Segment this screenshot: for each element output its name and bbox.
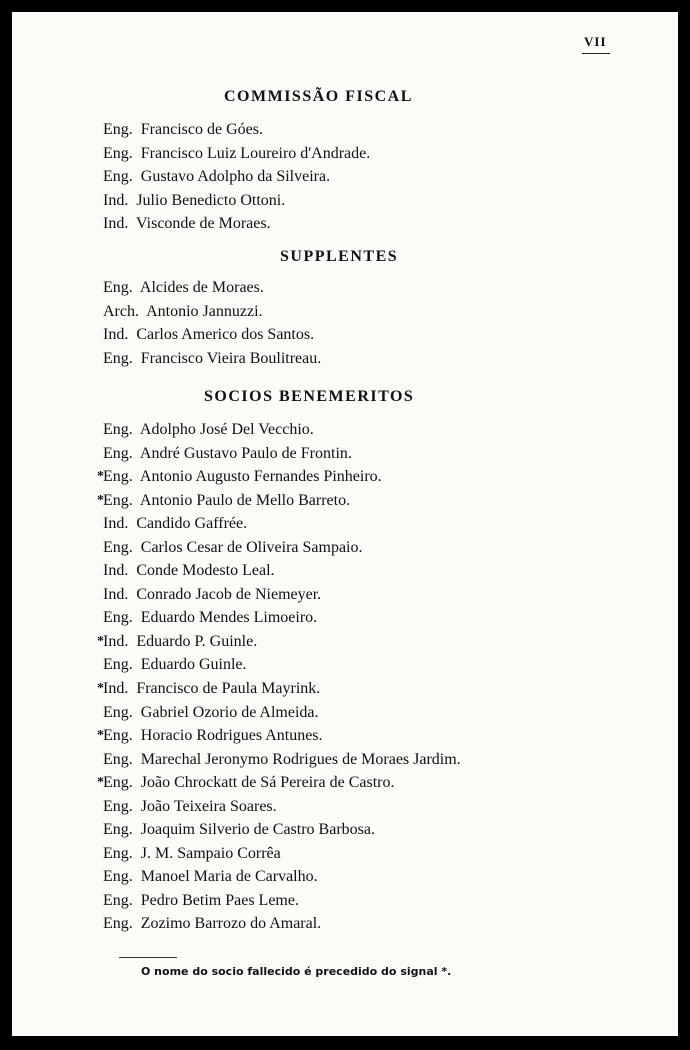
member-title: Eng. [103, 121, 133, 138]
member-entry [103, 418, 461, 442]
document-page [12, 12, 678, 1036]
member-name: Zozimo Barrozo do Amaral. [140, 915, 322, 933]
page-number: VII [584, 34, 607, 49]
member-entry [103, 323, 321, 347]
member-name: Antonio Paulo de Mello Barreto. [139, 491, 351, 509]
member-name: Eduardo Guinle. [140, 656, 247, 674]
member-entry [103, 189, 370, 213]
page-number-rule [582, 53, 610, 54]
member-title: Arch. [103, 302, 139, 320]
member-entry [103, 748, 461, 772]
member-title: Eng. [103, 349, 133, 367]
member-entry [103, 300, 321, 324]
member-title: Ind. [103, 562, 129, 580]
member-name: Antonio Jannuzzi. [146, 302, 263, 320]
member-name: Gabriel Ozorio de Almeida. [140, 703, 319, 721]
member-entry [97, 677, 461, 701]
socios-benemeritos-list [97, 418, 461, 936]
member-name: Manoel Maria de Carvalho. [140, 868, 318, 886]
member-title: Ind. [103, 585, 129, 603]
member-name: Carlos Americo dos Santos. [136, 326, 315, 343]
member-title: Ind. [103, 680, 129, 698]
member-entry [97, 465, 461, 489]
member-title: Ind. [103, 191, 129, 209]
member-title: Eng. [103, 144, 133, 162]
member-entry [103, 118, 370, 142]
member-title: Eng. [103, 844, 133, 862]
member-name: Carlos Cesar de Oliveira Sampaio. [140, 538, 363, 556]
member-entry [103, 795, 461, 819]
member-entry [103, 442, 461, 466]
member-title: Eng. [103, 168, 133, 186]
member-title: Eng. [103, 821, 133, 839]
member-title: Eng. [103, 703, 133, 721]
member-title: Ind. [103, 515, 129, 533]
member-entry [103, 512, 461, 536]
member-name: Francisco de Góes. [140, 121, 263, 138]
member-name: Marechal Jeronymo Rodrigues de Moraes Jardim. [140, 750, 461, 768]
member-title: Eng. [103, 538, 133, 556]
deceased-mark: * [97, 728, 104, 744]
member-entry [97, 489, 461, 513]
member-title: Eng. [103, 774, 133, 792]
member-entry [103, 165, 370, 189]
member-name: Visconde de Moraes. [136, 215, 271, 233]
member-name: Julio Benedicto Ottoni. [136, 191, 286, 209]
footnote: O nome do socio fallecido é precedido do signal *. [141, 965, 452, 978]
deceased-mark: * [97, 775, 104, 791]
member-entry [103, 212, 370, 236]
member-title: Eng. [103, 279, 133, 296]
member-name: André Gustavo Paulo de Frontin. [139, 444, 352, 462]
member-entry [103, 559, 461, 583]
deceased-mark: * [97, 681, 104, 697]
heading-commissao-fiscal: COMMISSÃO FISCAL [224, 88, 413, 105]
heading-supplentes: SUPPLENTES [280, 248, 399, 265]
member-name: Adolpho José Del Vecchio. [139, 421, 314, 438]
member-entry [103, 606, 461, 630]
member-name: Horacio Rodrigues Antunes. [140, 727, 323, 745]
member-entry [103, 347, 321, 371]
member-name: J. M. Sampaio Corrêa [140, 844, 281, 862]
member-entry [103, 818, 461, 842]
member-entry [103, 701, 461, 725]
member-entry [103, 536, 461, 560]
member-name: Joaquim Silverio de Castro Barbosa. [140, 821, 375, 839]
commissao-fiscal-list [103, 118, 370, 236]
member-name: Francisco Luiz Loureiro d'Andrade. [140, 144, 371, 162]
member-name: Pedro Betim Paes Leme. [140, 891, 299, 909]
member-entry [97, 724, 461, 748]
footnote-rule [119, 957, 177, 958]
member-entry [103, 865, 461, 889]
member-name: Francisco de Paula Mayrink. [136, 680, 321, 698]
member-title: Eng. [103, 750, 133, 768]
member-name: Antonio Augusto Fernandes Pinheiro. [139, 468, 382, 486]
member-name: João Teixeira Soares. [140, 797, 277, 815]
member-title: Ind. [103, 632, 129, 650]
member-name: João Chrockatt de Sá Pereira de Castro. [140, 774, 395, 792]
member-entry [103, 912, 461, 936]
member-title: Ind. [103, 326, 129, 343]
member-title: Eng. [103, 727, 133, 745]
member-entry [97, 630, 461, 654]
member-title: Eng. [103, 421, 133, 438]
member-title: Eng. [103, 915, 133, 933]
member-entry [103, 653, 461, 677]
member-title: Eng. [103, 656, 133, 674]
member-name: Alcides de Moraes. [139, 279, 264, 296]
member-entry [103, 842, 461, 866]
member-title: Ind. [103, 215, 129, 233]
member-entry [103, 583, 461, 607]
member-name: Eduardo P. Guinle. [136, 632, 258, 650]
heading-socios-benemeritos: SOCIOS BENEMERITOS [204, 388, 415, 405]
member-title: Eng. [103, 468, 133, 486]
member-name: Eduardo Mendes Limoeiro. [140, 609, 318, 627]
member-title: Eng. [103, 868, 133, 886]
member-title: Eng. [103, 444, 133, 462]
member-name: Conde Modesto Leal. [136, 562, 275, 580]
member-name: Gustavo Adolpho da Silveira. [140, 168, 331, 186]
member-name: Conrado Jacob de Niemeyer. [136, 585, 322, 603]
member-title: Eng. [103, 491, 133, 509]
supplentes-list [103, 276, 321, 370]
member-title: Eng. [103, 891, 133, 909]
member-title: Eng. [103, 609, 133, 627]
member-entry [103, 889, 461, 913]
member-name: Francisco Vieira Boulitreau. [140, 349, 322, 367]
deceased-mark: * [97, 469, 104, 485]
member-name: Candido Gaffrée. [136, 515, 248, 533]
member-entry [97, 771, 461, 795]
deceased-mark: * [97, 633, 104, 649]
deceased-mark: * [97, 492, 104, 508]
member-title: Eng. [103, 797, 133, 815]
member-entry [103, 276, 321, 300]
member-entry [103, 142, 370, 166]
